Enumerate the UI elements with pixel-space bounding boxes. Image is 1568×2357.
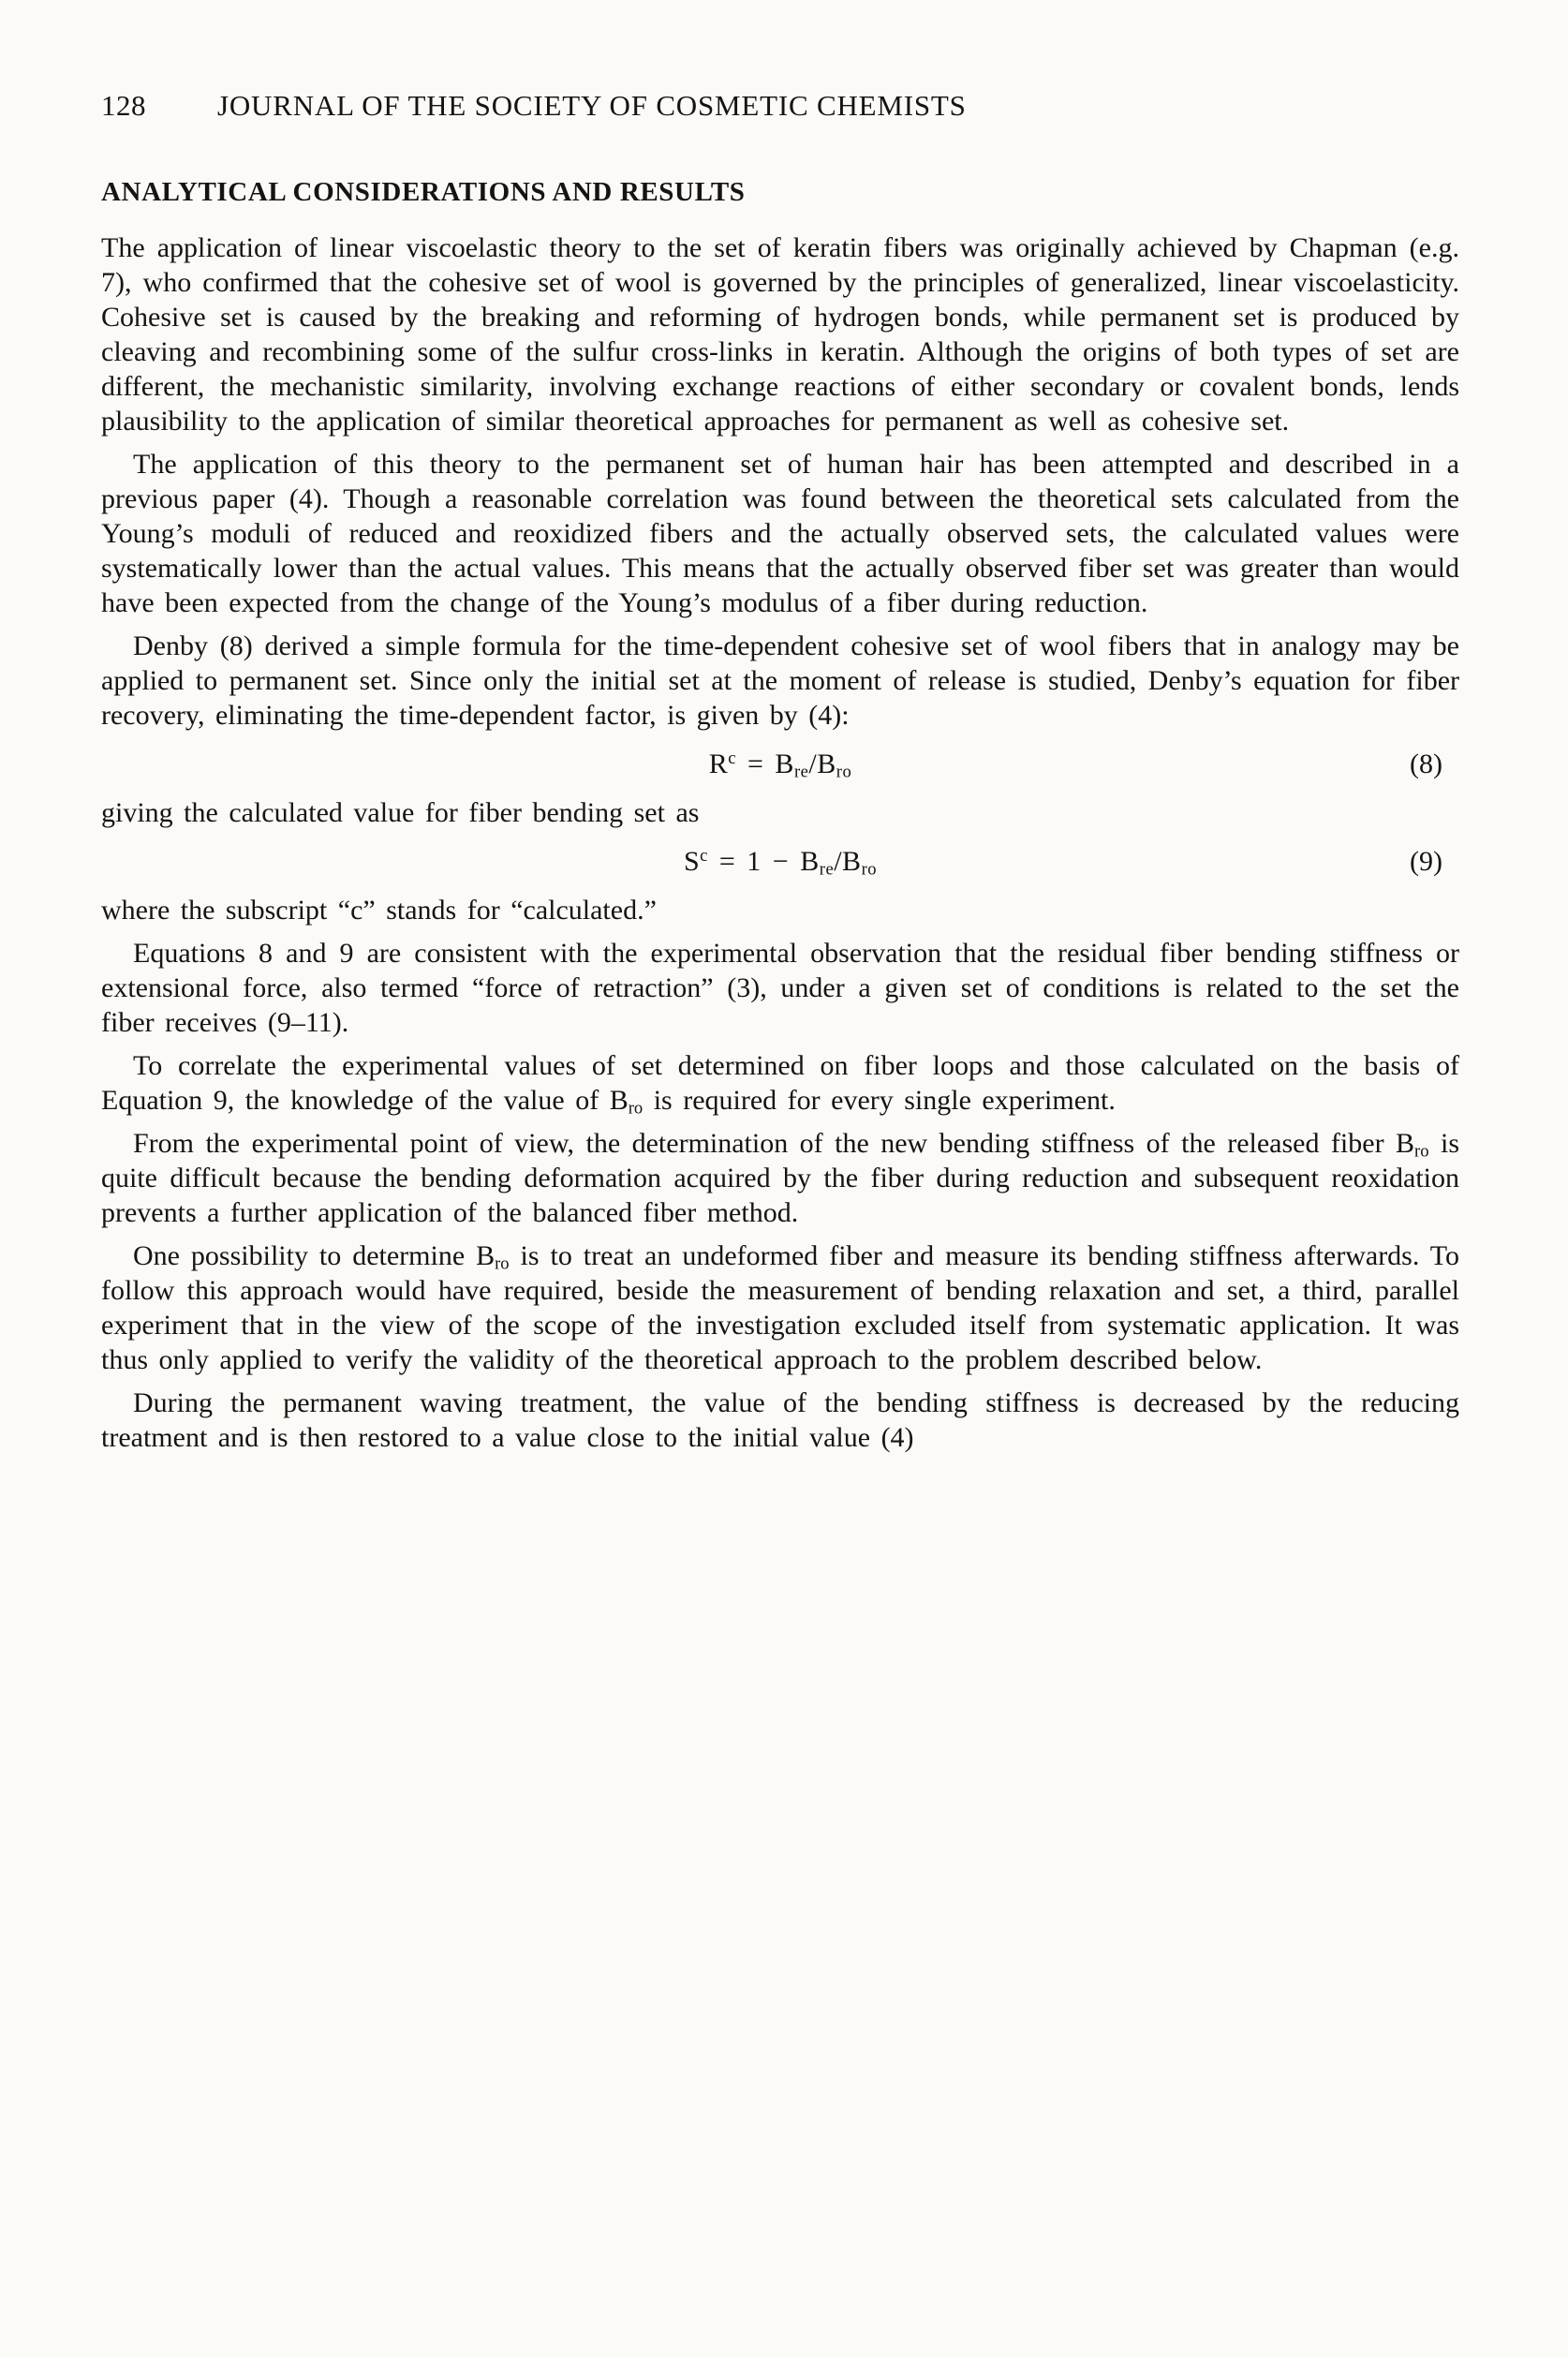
subscript: ro — [836, 762, 852, 782]
paragraph: Denby (8) derived a simple formula for the time-dependent cohesive set of wool fibers that in analogy may be applied to permanent set. Since only the initial set at the moment of release is studied, Denby’s equation for fiber recovery, eliminating the time-dependent factor, is given by (4): — [101, 630, 1459, 731]
subscript: re — [819, 859, 835, 880]
document-body — [101, 230, 1459, 1455]
equation — [101, 747, 1459, 781]
equation-number: (8) — [1410, 749, 1442, 779]
paragraph: Equations 8 and 9 are consistent with the experimental observation that the residual fiber bending stiffness or extensional force, also termed “force of retraction” (3), under a given set of conditions is related to the set the fiber receives (9–11). — [101, 938, 1459, 1038]
paragraph: giving the calculated value for fiber bending set as — [101, 797, 700, 828]
equation — [101, 844, 1459, 879]
equation-body: $S^c = 1 - B_{re}/B_{ro}$ — [683, 845, 878, 880]
superscript: c — [700, 845, 708, 866]
subscript: ro — [1414, 1141, 1429, 1162]
paragraph: To correlate the experimental values of set determined on fiber loops and those calculated on the basis of Equation 9, the knowledge of the value of $B_{ro}$ is required for every single experiment. — [101, 1050, 1459, 1119]
running-header — [101, 89, 1459, 123]
subscript: ro — [628, 1098, 643, 1119]
section-heading: ANALYTICAL CONSIDERATIONS AND RESULTS — [101, 177, 746, 207]
paragraph: From the experimental point of view, the determination of the new bending stiffness of the released fiber $B_{ro}$ is quite difficult because the bending deformation acquired by the fiber during reduction and subsequent reoxidation prevents a further application of the balanced fiber method. — [101, 1128, 1459, 1228]
journal-title: JOURNAL OF THE SOCIETY OF COSMETIC CHEMISTS — [217, 89, 967, 122]
paragraph: The application of this theory to the permanent set of human hair has been attempted and described in a previous paper (4). Though a reasonable correlation was found between the theoretical sets calculated from the Young’s moduli of reduced and reoxidized fibers and the actually observed sets, the calculated values were systematically lower than the actual values. This means that the actually observed fiber set was greater than would have been expected from the change of the Young’s modulus of a fiber during reduction. — [101, 449, 1459, 618]
paragraph: The application of linear viscoelastic theory to the set of keratin fibers was originally achieved by Chapman (e.g. 7), who confirmed that the cohesive set of wool is governed by the principles of generalized, linear viscoelasticity. Cohesive set is caused by the breaking and reforming of hydrogen bonds, while permanent set is produced by cleaving and recombining some of the sulfur cross-links in keratin. Although the origins of both types of set are different, the mechanistic similarity, involving exchange reactions of either secondary or covalent bonds, lends plausibility to the application of similar theoretical approaches for permanent as well as cohesive set. — [101, 232, 1459, 437]
equation-number: (9) — [1410, 846, 1442, 877]
paragraph: During the permanent waving treatment, the value of the bending stiffness is decreased by the reducing treatment and is then restored to a value close to the initial value (4) — [101, 1387, 1459, 1453]
equation-body: $R^c = B_{re}/B_{ro}$ — [708, 748, 852, 782]
subscript: ro — [861, 859, 878, 880]
page-number: 128 — [101, 89, 146, 122]
paragraph: One possibility to determine $B_{ro}$ is to treat an undeformed fiber and measure its bending stiffness afterwards. To follow this approach would have required, beside the measurement of bending relaxation and set, a third, parallel experiment that in the view of the scope of the investigation excluded itself from systematic application. It was thus only applied to verify the validity of the theoretical approach to the problem described below. — [101, 1240, 1460, 1375]
superscript: c — [728, 748, 737, 768]
subscript: ro — [495, 1253, 510, 1274]
paragraph: where the subscript “c” stands for “calculated.” — [101, 895, 657, 926]
subscript: re — [793, 762, 809, 782]
